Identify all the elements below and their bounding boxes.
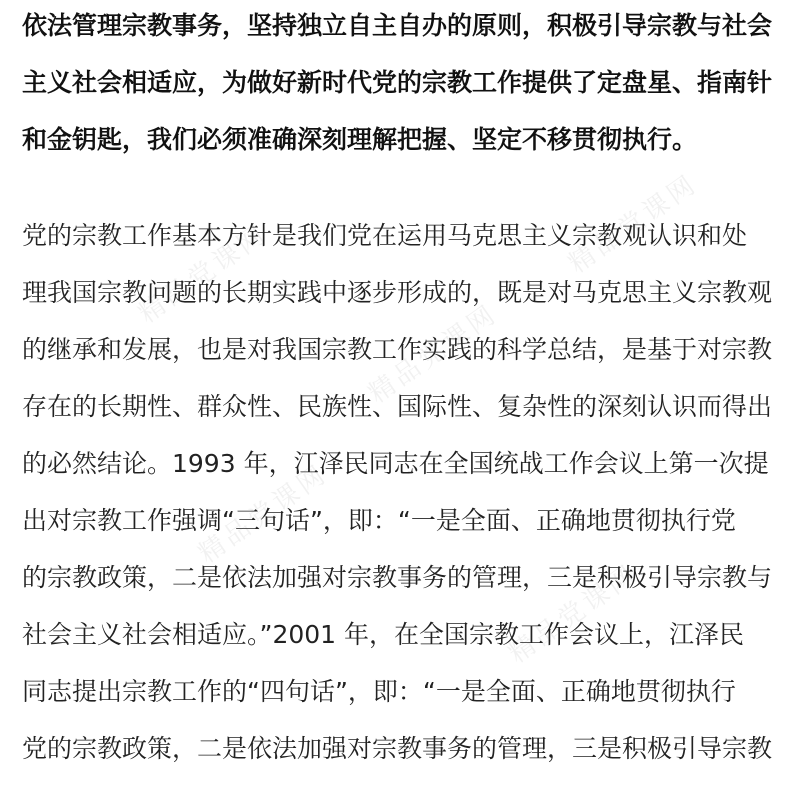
paragraph2-line: 理我国宗教问题的长期实践中逐步形成的，既是对马克思主义宗教观 (22, 278, 773, 307)
watermark: 精品党课网 (133, 218, 274, 330)
paragraph2-line: 的继承和发展，也是对我国宗教工作实践的科学总结，是基于对宗教 (22, 335, 773, 364)
paragraph2-line: 党的宗教工作基本方针是我们党在运用马克思主义宗教观认识和处 (22, 221, 748, 250)
watermark: 精品党课网 (193, 458, 334, 570)
watermark: 精品党课网 (363, 298, 504, 410)
watermark: 精品党课网 (503, 558, 644, 670)
paragraph2-line: 的宗教政策，二是依法加强对宗教事务的管理，三是积极引导宗教与 (22, 563, 773, 592)
paragraph2-line: 党的宗教政策，二是依法加强对宗教事务的管理，三是积极引导宗教 (22, 734, 773, 763)
paragraph2-line: 的必然结论。1993 年，江泽民同志在全国统战工作会议上第一次提 (22, 449, 769, 478)
paragraph1-line: 和金钥匙，我们必须准确深刻理解把握、坚定不移贯彻执行。 (22, 125, 698, 154)
paragraph1-line: 主义社会相适应，为做好新时代党的宗教工作提供了定盘星、指南针 (22, 68, 773, 97)
paragraph2-line: 社会主义社会相适应。”2001 年，在全国宗教工作会议上，江泽民 (22, 620, 745, 649)
paragraph2-line: 出对宗教工作强调“三句话”，即：“一是全面、正确地贯彻执行党 (22, 506, 736, 535)
watermark: 精品党课网 (563, 168, 704, 280)
paragraph2-line: 同志提出宗教工作的“四句话”，即：“一是全面、正确地贯彻执行 (22, 677, 736, 706)
paragraph1-line: 依法管理宗教事务，坚持独立自主自办的原则，积极引导宗教与社会 (22, 11, 773, 40)
paragraph2-line: 存在的长期性、群众性、民族性、国际性、复杂性的深刻认识而得出 (22, 392, 773, 421)
